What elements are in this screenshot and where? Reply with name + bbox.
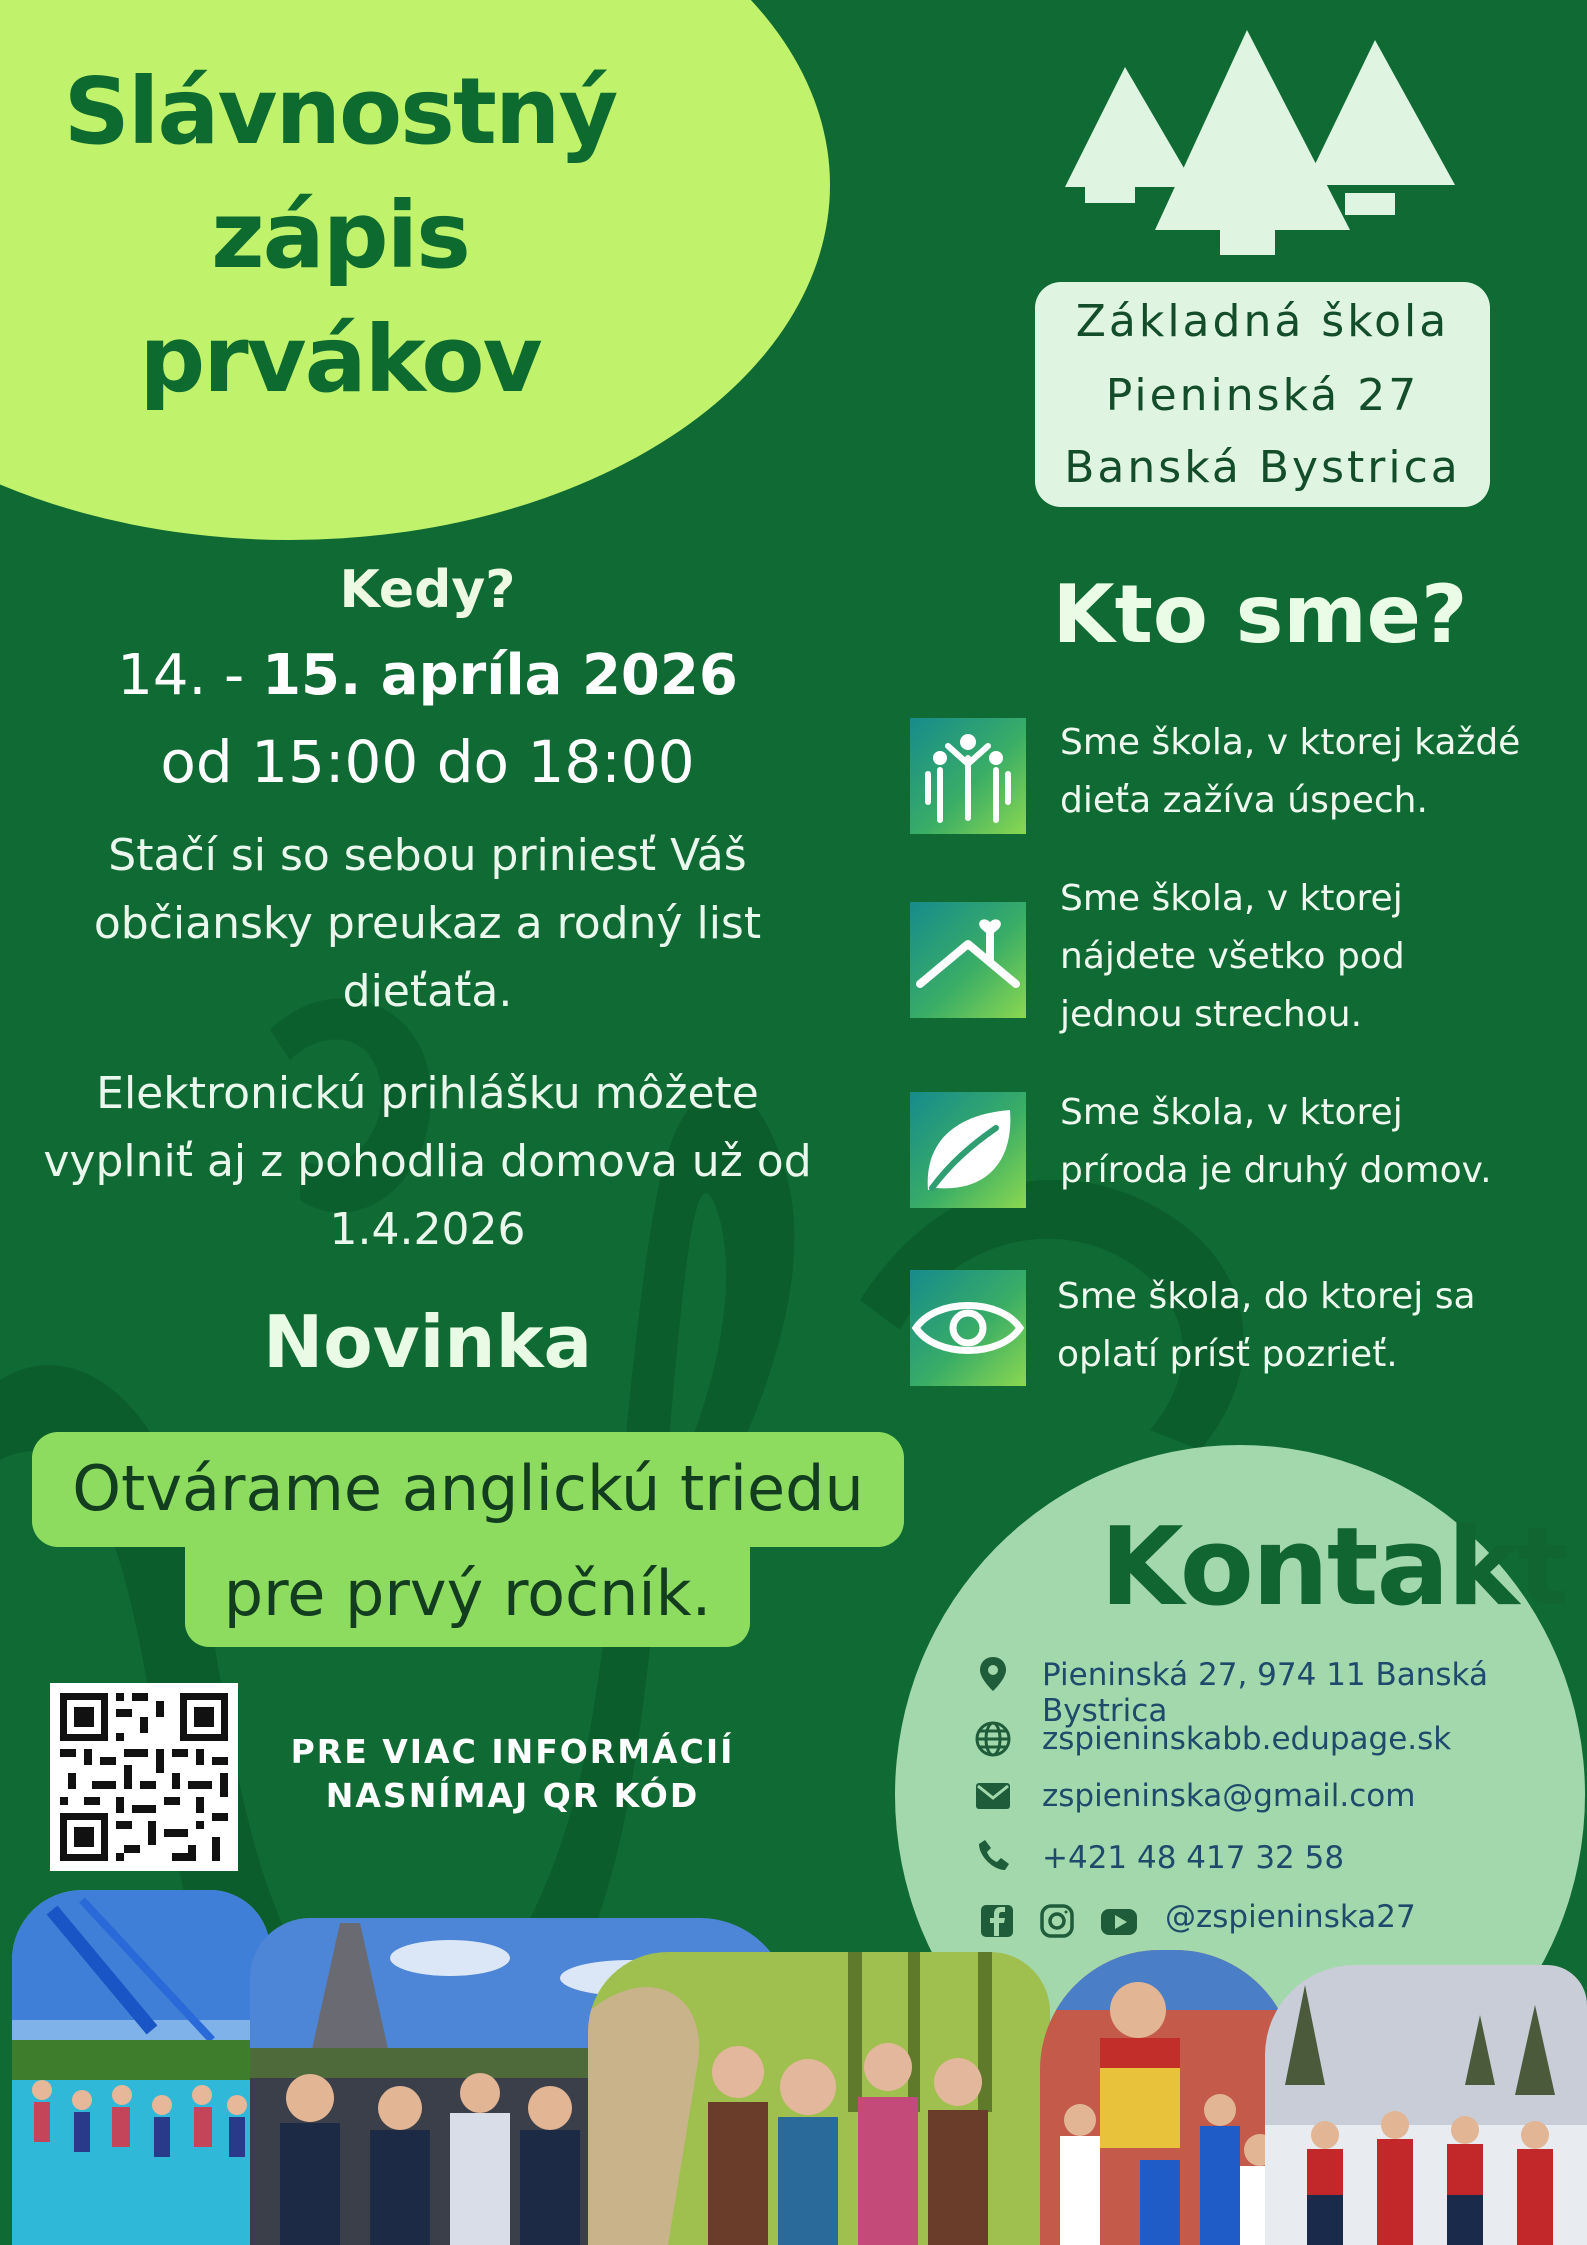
about-item-line: príroda je druhý domov. bbox=[1060, 1150, 1492, 1191]
when-heading: Kedy? bbox=[339, 560, 516, 620]
school-city: Banská Bystrica bbox=[1064, 442, 1461, 493]
contact-email-link[interactable]: zspieninska@gmail.com bbox=[1042, 1778, 1416, 1814]
about-item-line: Sme škola, v ktorej bbox=[1060, 878, 1403, 919]
online-application-info bbox=[0, 1060, 855, 1264]
page-title bbox=[20, 50, 660, 422]
documents-line: občiansky preukaz a rodný list bbox=[93, 898, 762, 949]
location-pin-icon bbox=[978, 1655, 1008, 1693]
pine-trees-icon bbox=[1065, 25, 1465, 265]
date-start: 14. - bbox=[117, 643, 245, 708]
contact-web-link[interactable]: zspieninskabb.edupage.sk bbox=[1042, 1721, 1452, 1757]
about-item-line: oplatí prísť pozrieť. bbox=[1057, 1334, 1398, 1375]
contact-address: Pieninská 27, 974 11 Banská Bystrica bbox=[1042, 1657, 1488, 1729]
about-item-roof bbox=[1060, 870, 1570, 1044]
mail-icon bbox=[975, 1782, 1011, 1810]
about-item-line: dieťa zažíva úspech. bbox=[1060, 780, 1428, 821]
qr-code-pattern bbox=[50, 1683, 238, 1871]
news-banner-top bbox=[32, 1432, 904, 1547]
qr-caption-line: NASNÍMAJ QR KÓD bbox=[325, 1776, 700, 1815]
qr-caption bbox=[240, 1730, 785, 1818]
about-item-line: Sme škola, do ktorej sa bbox=[1057, 1276, 1476, 1317]
online-line: vyplniť aj z pohodlia domova už od bbox=[43, 1136, 812, 1187]
news-banner-bottom bbox=[185, 1547, 750, 1647]
title-line: prvákov bbox=[139, 306, 541, 413]
about-item-line: Sme škola, v ktorej každé bbox=[1060, 722, 1521, 763]
qr-code[interactable] bbox=[50, 1683, 238, 1871]
news-line: pre prvý ročník. bbox=[223, 1557, 712, 1630]
title-line: zápis bbox=[211, 182, 469, 289]
instagram-icon[interactable] bbox=[1040, 1904, 1074, 1938]
eye-icon bbox=[910, 1270, 1026, 1386]
about-item-nature bbox=[1060, 1084, 1570, 1200]
documents-line: Stačí si so sebou priniesť Váš bbox=[108, 830, 747, 881]
pool-photo bbox=[12, 1890, 270, 2245]
documents-line: dieťaťa. bbox=[342, 966, 513, 1017]
news-line: Otvárame anglickú triedu bbox=[72, 1452, 864, 1525]
contact-heading: Kontakt bbox=[1100, 1505, 1567, 1630]
time-range: od 15:00 do 18:00 bbox=[160, 728, 695, 796]
about-item-success bbox=[1060, 714, 1570, 830]
forest-kids-photo bbox=[588, 1952, 1050, 2245]
date-range bbox=[0, 643, 855, 708]
youtube-icon[interactable] bbox=[1100, 1908, 1138, 1936]
about-item-visit bbox=[1057, 1268, 1567, 1384]
family-icon bbox=[910, 718, 1026, 834]
globe-icon bbox=[974, 1720, 1012, 1758]
ski-photo bbox=[1265, 1965, 1587, 2245]
about-item-line: jednou strechou. bbox=[1060, 994, 1363, 1035]
facebook-icon[interactable] bbox=[980, 1904, 1014, 1938]
about-item-line: nájdete všetko pod bbox=[1060, 936, 1405, 977]
school-street: Pieninská 27 bbox=[1105, 370, 1420, 421]
leaf-icon bbox=[910, 1092, 1026, 1208]
about-heading: Kto sme? bbox=[1052, 568, 1468, 661]
news-heading: Novinka bbox=[262, 1300, 593, 1384]
online-line: 1.4.2026 bbox=[329, 1204, 526, 1255]
date-end: 15. apríla 2026 bbox=[262, 643, 738, 708]
school-name: Základná škola bbox=[1075, 296, 1450, 347]
online-line: Elektronickú prihlášku môžete bbox=[96, 1068, 759, 1119]
school-name-box bbox=[1035, 282, 1490, 507]
home-heart-icon bbox=[910, 902, 1026, 1018]
documents-info bbox=[0, 822, 855, 1026]
qr-caption-line: PRE VIAC INFORMÁCIÍ bbox=[290, 1732, 735, 1771]
sports-photo bbox=[1040, 1950, 1295, 2245]
title-line: Slávnostný bbox=[63, 58, 617, 165]
phone-icon bbox=[977, 1838, 1011, 1872]
about-item-line: Sme škola, v ktorej bbox=[1060, 1092, 1403, 1133]
contact-social-handle[interactable]: @zspieninska27 bbox=[1165, 1899, 1416, 1935]
contact-phone[interactable]: +421 48 417 32 58 bbox=[1042, 1840, 1345, 1876]
